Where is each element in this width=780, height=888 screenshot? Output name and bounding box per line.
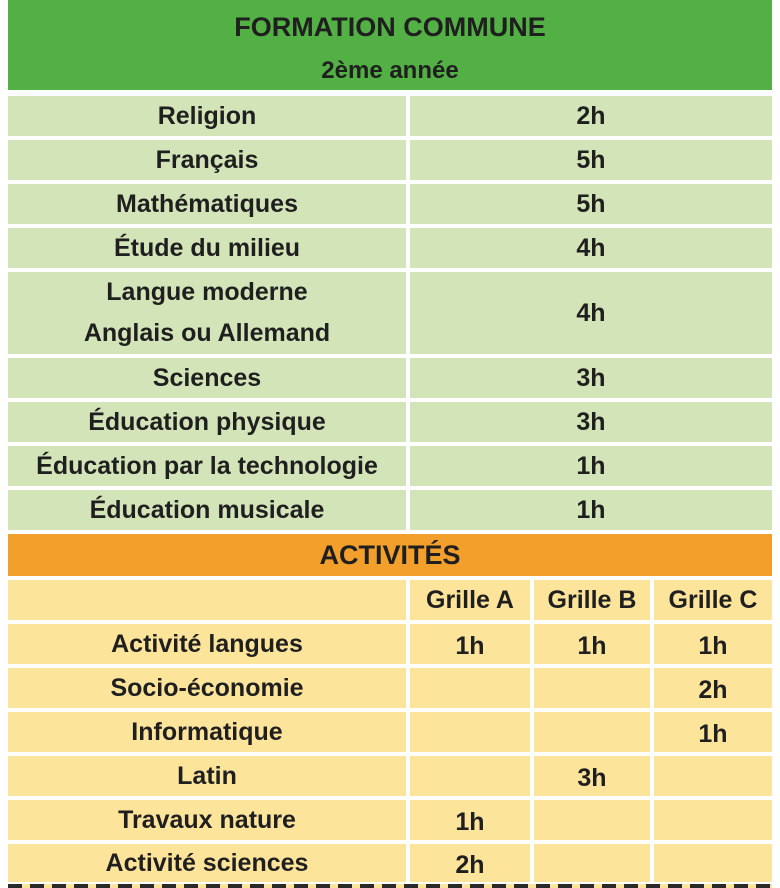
activity-cell: Travaux nature	[8, 800, 406, 840]
subject-cell: Religion	[8, 96, 406, 136]
activity-cell: Informatique	[8, 712, 406, 752]
grille-a-cell: 1h	[410, 624, 530, 664]
grille-b-cell	[534, 668, 650, 708]
grille-c-cell	[654, 800, 772, 840]
grille-a-cell: 2h	[410, 844, 530, 882]
column-header-grille-b: Grille B	[534, 580, 650, 620]
grille-c-cell: 1h	[654, 712, 772, 752]
grille-b-cell: 3h	[534, 756, 650, 796]
cropped-row-edge	[8, 884, 772, 888]
grille-a-cell	[410, 756, 530, 796]
activity-cell: Activité sciences	[8, 844, 406, 882]
grille-b-cell	[534, 844, 650, 882]
activity-cell: Latin	[8, 756, 406, 796]
subject-cell: Sciences	[8, 358, 406, 398]
grille-b-cell	[534, 800, 650, 840]
grille-b-cell: 1h	[534, 624, 650, 664]
hours-cell: 2h	[410, 96, 772, 136]
hours-cell: 5h	[410, 140, 772, 180]
grille-a-cell: 1h	[410, 800, 530, 840]
subject-cell: Éducation par la technologie	[8, 446, 406, 486]
subject-cell: Éducation musicale	[8, 490, 406, 530]
subject-cell: Étude du milieu	[8, 228, 406, 268]
grille-a-cell	[410, 712, 530, 752]
subject-cell: Éducation physique	[8, 402, 406, 442]
empty-header-cell	[8, 580, 406, 620]
hours-cell: 5h	[410, 184, 772, 224]
subject-line: Langue moderne	[106, 278, 308, 306]
formation-title: FORMATION COMMUNE	[234, 11, 546, 42]
formation-subtitle: 2ème année	[321, 57, 459, 84]
subject-line: Anglais ou Allemand	[83, 319, 331, 347]
subject-cell: Français	[8, 140, 406, 180]
activity-cell: Socio-économie	[8, 668, 406, 708]
grille-c-cell	[654, 844, 772, 882]
grille-b-cell	[534, 712, 650, 752]
formation-header	[8, 0, 772, 90]
grille-c-cell	[654, 756, 772, 796]
hours-cell: 4h	[410, 272, 772, 354]
column-header-grille-c: Grille C	[654, 580, 772, 620]
hours-cell: 4h	[410, 228, 772, 268]
activites-title: ACTIVITÉS	[8, 534, 772, 576]
column-header-grille-a: Grille A	[410, 580, 530, 620]
hours-cell: 3h	[410, 358, 772, 398]
hours-cell: 1h	[410, 446, 772, 486]
subject-cell: Mathématiques	[8, 184, 406, 224]
hours-cell: 1h	[410, 490, 772, 530]
grille-a-cell	[410, 668, 530, 708]
hours-cell: 3h	[410, 402, 772, 442]
grille-c-cell: 2h	[654, 668, 772, 708]
subject-cell	[8, 272, 406, 354]
activity-cell: Activité langues	[8, 624, 406, 664]
grille-c-cell: 1h	[654, 624, 772, 664]
